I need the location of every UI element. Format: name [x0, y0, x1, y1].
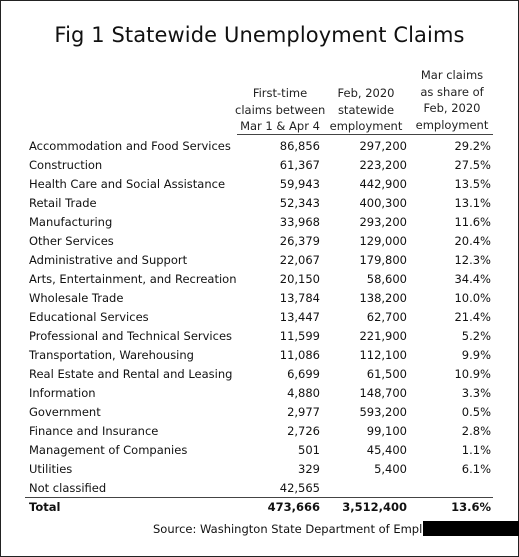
- row-feb-employment: 179,800: [359, 253, 407, 267]
- table-row: [1, 422, 518, 441]
- header-line: Mar claims: [420, 68, 484, 82]
- row-first-time-claims: 329: [298, 462, 320, 476]
- row-claims-share: 5.2%: [461, 329, 491, 343]
- row-feb-employment: 297,200: [359, 139, 407, 153]
- row-first-time-claims: 6,699: [287, 367, 320, 381]
- row-industry-label: Accommodation and Food Services: [29, 139, 231, 153]
- row-first-time-claims: 22,067: [279, 253, 320, 267]
- row-industry-label: Other Services: [29, 234, 114, 248]
- row-claims-share: 13.1%: [454, 196, 491, 210]
- row-feb-employment: 112,100: [359, 348, 407, 362]
- header-claims-share: [411, 67, 493, 133]
- row-claims-share: 0.5%: [461, 405, 491, 419]
- row-industry-label: Construction: [29, 158, 103, 172]
- row-feb-employment: 5,400: [374, 462, 407, 476]
- row-feb-employment: 58,600: [366, 272, 407, 286]
- row-industry-label: Government: [29, 405, 101, 419]
- row-claims-share: 9.9%: [461, 348, 491, 362]
- figure-title: Fig 1 Statewide Unemployment Claims: [54, 23, 465, 47]
- row-first-time-claims: 33,968: [279, 215, 320, 229]
- row-feb-employment: 293,200: [359, 215, 407, 229]
- row-claims-share: 13.5%: [454, 177, 491, 191]
- table-row: [1, 137, 518, 156]
- header-feb-employment: [327, 85, 405, 135]
- row-feb-employment: 221,900: [359, 329, 407, 343]
- row-industry-label: Real Estate and Rental and Leasing: [29, 367, 233, 381]
- table-row: [1, 479, 518, 498]
- row-first-time-claims: 59,943: [279, 177, 320, 191]
- table-row: [1, 175, 518, 194]
- row-first-time-claims: 501: [298, 443, 320, 457]
- table-row: [1, 441, 518, 460]
- row-first-time-claims: 13,447: [279, 310, 320, 324]
- row-first-time-claims: 26,379: [279, 234, 320, 248]
- table-row: [1, 213, 518, 232]
- header-line: Mar 1 & Apr 4: [240, 119, 320, 133]
- row-industry-label: Professional and Technical Services: [29, 329, 233, 343]
- row-first-time-claims: 13,784: [279, 291, 320, 305]
- table-row: [1, 194, 518, 213]
- row-industry-label: Not classified: [29, 481, 107, 495]
- table-row: [1, 289, 518, 308]
- row-feb-employment: 138,200: [359, 291, 407, 305]
- row-first-time-claims: 2,977: [287, 405, 320, 419]
- row-claims-share: 10.0%: [454, 291, 491, 305]
- row-first-time-claims: 52,343: [279, 196, 320, 210]
- row-feb-employment: 593,200: [359, 405, 407, 419]
- row-first-time-claims: 11,086: [279, 348, 320, 362]
- table-body: [1, 137, 518, 498]
- row-first-time-claims: 4,880: [287, 386, 320, 400]
- table-row: [1, 403, 518, 422]
- row-claims-share: 29.2%: [454, 139, 491, 153]
- total-label: Total: [29, 500, 61, 514]
- row-industry-label: Administrative and Support: [29, 253, 188, 267]
- row-claims-share: 2.8%: [461, 424, 491, 438]
- row-claims-share: 27.5%: [454, 158, 491, 172]
- header-line: Feb, 2020: [337, 86, 395, 100]
- row-industry-label: Manufacturing: [29, 215, 113, 229]
- row-industry-label: Information: [29, 386, 96, 400]
- total-first-time-claims: 473,666: [267, 500, 320, 514]
- row-feb-employment: 129,000: [359, 234, 407, 248]
- header-line: claims between: [235, 102, 326, 117]
- header-line: employment: [415, 117, 489, 132]
- row-first-time-claims: 61,367: [279, 158, 320, 172]
- table-row: [1, 460, 518, 479]
- row-industry-label: Educational Services: [29, 310, 149, 324]
- header-underline: [237, 134, 493, 135]
- row-first-time-claims: 2,726: [287, 424, 320, 438]
- table-row: [1, 327, 518, 346]
- row-industry-label: Arts, Entertainment, and Recreation: [29, 272, 237, 286]
- table-row: [1, 156, 518, 175]
- row-industry-label: Retail Trade: [29, 196, 97, 210]
- row-feb-employment: 62,700: [366, 310, 407, 324]
- table-row: [1, 251, 518, 270]
- table-row: [1, 365, 518, 384]
- redaction-block: [423, 521, 519, 536]
- total-feb-employment: 3,512,400: [342, 500, 407, 514]
- header-line: employment: [329, 119, 403, 133]
- row-feb-employment: 45,400: [366, 443, 407, 457]
- header-line: First-time: [252, 86, 308, 100]
- row-industry-label: Finance and Insurance: [29, 424, 159, 438]
- header-line: statewide: [337, 102, 395, 117]
- table-row: [1, 232, 518, 251]
- row-claims-share: 1.1%: [461, 443, 491, 457]
- total-row: [1, 498, 518, 517]
- row-claims-share: 3.3%: [461, 386, 491, 400]
- row-first-time-claims: 11,599: [279, 329, 320, 343]
- header-line: Feb, 2020: [423, 101, 481, 115]
- row-claims-share: 6.1%: [461, 462, 491, 476]
- row-claims-share: 21.4%: [454, 310, 491, 324]
- table-row: [1, 346, 518, 365]
- header-line: as share of: [420, 84, 484, 99]
- row-industry-label: Transportation, Warehousing: [29, 348, 194, 362]
- row-first-time-claims: 20,150: [279, 272, 320, 286]
- table-row: [1, 308, 518, 327]
- table-row: [1, 384, 518, 403]
- source-note: [153, 521, 519, 537]
- row-claims-share: 34.4%: [454, 272, 491, 286]
- row-feb-employment: 61,500: [366, 367, 407, 381]
- row-feb-employment: 99,100: [366, 424, 407, 438]
- row-first-time-claims: 86,856: [279, 139, 320, 153]
- row-claims-share: 20.4%: [454, 234, 491, 248]
- source-text: Source: Washington State Department of Empl: [153, 522, 423, 536]
- table-row: [1, 270, 518, 289]
- row-feb-employment: 442,900: [359, 177, 407, 191]
- row-industry-label: Management of Companies: [29, 443, 188, 457]
- row-feb-employment: 400,300: [359, 196, 407, 210]
- row-industry-label: Wholesale Trade: [29, 291, 124, 305]
- row-feb-employment: 148,700: [359, 386, 407, 400]
- total-claims-share: 13.6%: [451, 500, 491, 514]
- row-claims-share: 11.6%: [454, 215, 491, 229]
- row-industry-label: Health Care and Social Assistance: [29, 177, 226, 191]
- header-first-time-claims: [235, 85, 325, 135]
- row-claims-share: 10.9%: [454, 367, 491, 381]
- row-feb-employment: 223,200: [359, 158, 407, 172]
- row-industry-label: Utilities: [29, 462, 73, 476]
- row-claims-share: 12.3%: [454, 253, 491, 267]
- row-first-time-claims: 42,565: [279, 481, 320, 495]
